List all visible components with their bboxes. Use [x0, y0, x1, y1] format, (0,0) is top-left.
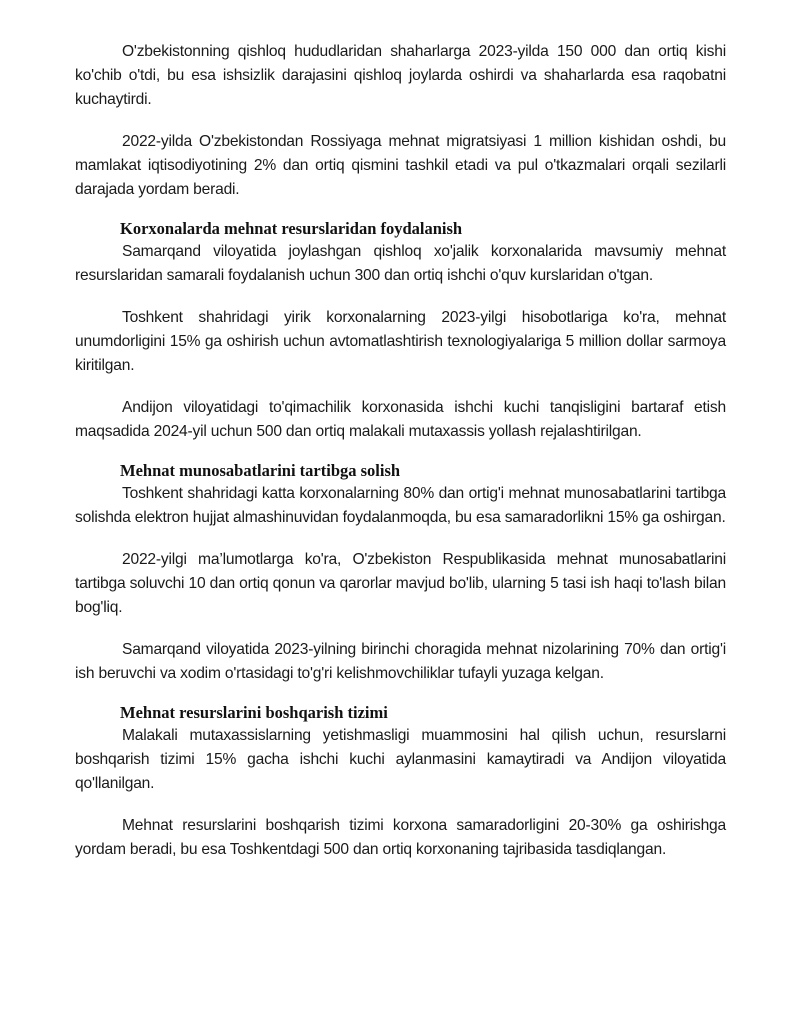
section-spacer — [75, 202, 726, 218]
section-spacer — [75, 686, 726, 702]
paragraph-spacer — [75, 288, 726, 306]
document-page — [75, 40, 726, 862]
paragraph-specialist-shortage: Malakali mutaxassislarning yetishmasligi muammosini hal qilish uchun, resurslarni boshqarish tizimi 15% gacha ishchi kuchi aylanmasini kamaytiradi va Andijon viloyatida qo'llanilgan. — [75, 727, 726, 792]
paragraph-tashkent-automation: Toshkent shahridagi yirik korxonalarning 2023-yilgi hisobotlariga ko'ra, mehnat unumdorligini 15% ga oshirish uchun avtomatlashtirish texnologiyalariga 5 million dollar sarmoya kiritilgan. — [75, 309, 726, 374]
section-heading-labor-relations: Mehnat munosabatlarini tartibga solish — [120, 461, 401, 480]
paragraph-spacer — [75, 620, 726, 638]
paragraph-andijan-hiring: Andijon viloyatidagi to'qimachilik korxonasida ishchi kuchi tanqisligini bartaraf etish maqsadida 2024-yil uchun 500 dan ortiq malakali mutaxassis yollash rejalashtirilgan. — [75, 399, 726, 440]
section-heading-hr-management: Mehnat resurslarini boshqarish tizimi — [120, 703, 388, 722]
paragraph-labor-migration-russia: 2022-yilda O'zbekistondan Rossiyaga mehnat migratsiyasi 1 million kishidan oshdi, bu mamlakat iqtisodiyotining 2% dan ortiq qismini tashkil etadi va pul o'tkazmalari orqali sezilarli darajada yordam beradi. — [75, 133, 726, 198]
section-heading-enterprise-labor: Korxonalarda mehnat resurslaridan foydalanish — [120, 219, 463, 238]
paragraph-labor-disputes: Samarqand viloyatida 2023-yilning birinchi choragida mehnat nizolarining 70% dan ortig'i ish beruvchi va xodim o'rtasidagi to'g'ri kelishmovchiliklar tufayli yuzaga kelgan. — [75, 641, 726, 682]
paragraph-spacer — [75, 530, 726, 548]
paragraph-spacer — [75, 378, 726, 396]
paragraph-spacer — [75, 796, 726, 814]
paragraph-efficiency-gain: Mehnat resurslarini boshqarish tizimi korxona samaradorligini 20-30% ga oshirishga yordam beradi, bu esa Toshkentdagi 500 dan ortiq korxonaning tajribasida tasdiqlangan. — [75, 817, 726, 858]
paragraph-rural-migration: O'zbekistonning qishloq hududlaridan shaharlarga 2023-yilda 150 000 dan ortiq kishi ko'chib o'tdi, bu esa ishsizlik darajasini qishloq joylarda oshirdi va shaharlarda esa raqobatni kuchaytirdi. — [75, 43, 726, 108]
paragraph-samarkand-training: Samarqand viloyatida joylashgan qishloq xo'jalik korxonalarida mavsumiy mehnat resurslaridan samarali foydalanish uchun 300 dan ortiq ishchi o'quv kurslaridan o'tgan. — [75, 243, 726, 284]
paragraph-spacer — [75, 112, 726, 130]
section-spacer — [75, 444, 726, 460]
paragraph-labor-laws: 2022-yilgi ma’lumotlarga ko'ra, O'zbekiston Respublikasida mehnat munosabatlarini tartibga soluvchi 10 dan ortiq qonun va qarorlar mavjud bo'lib, ularning 5 tasi ish haqi to'lash bilan bog'liq. — [75, 551, 726, 616]
paragraph-electronic-documents: Toshkent shahridagi katta korxonalarning 80% dan ortig'i mehnat munosabatlarini tartibga solishda elektron hujjat almashinuvidan foydalanmoqda, bu esa samaradorlikni 15% ga oshirgan. — [75, 485, 726, 526]
